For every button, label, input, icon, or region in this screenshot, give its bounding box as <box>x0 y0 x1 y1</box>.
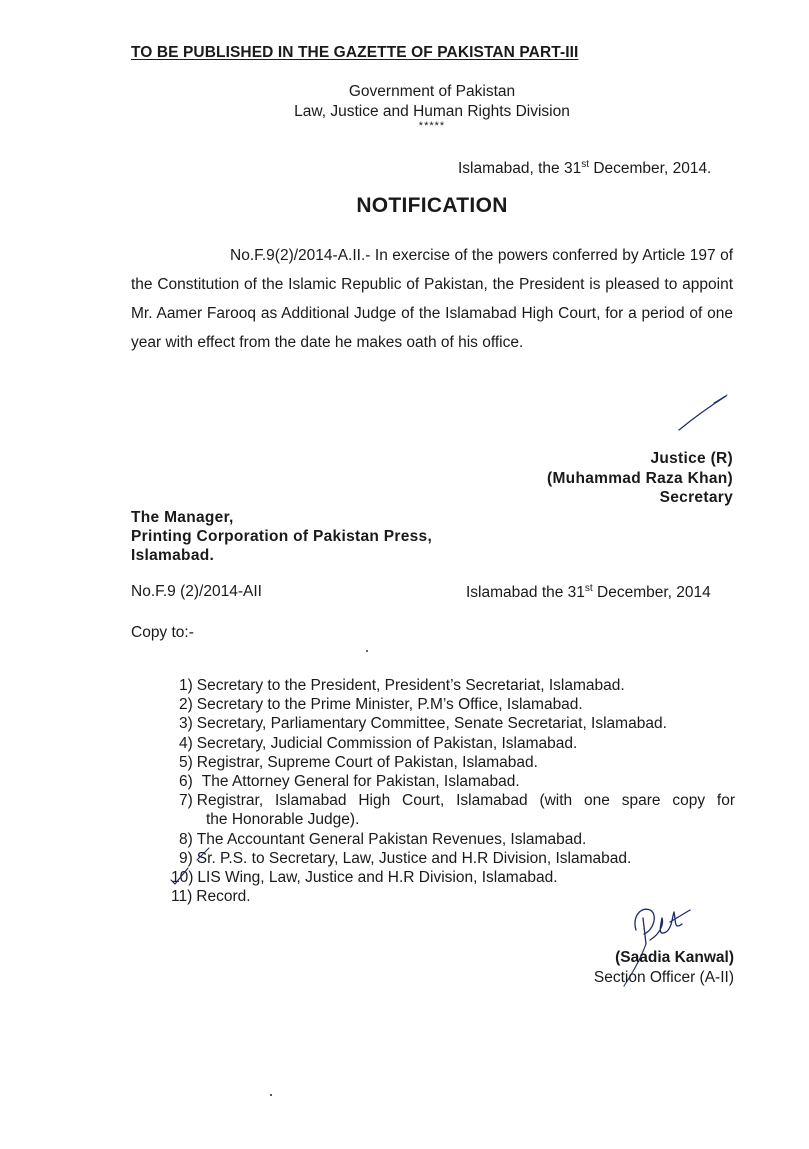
addressee-line-2: Printing Corporation of Pakistan Press, <box>131 528 433 545</box>
signatory-name: (Muhammad Raza Khan) <box>547 470 733 487</box>
list-item: 3) Secretary, Parliamentary Committee, Senate Secretariat, Islamabad. <box>179 715 667 733</box>
notification-date: Islamabad, the 31st December, 2014. <box>458 159 712 178</box>
tick-mark-icon <box>195 846 211 862</box>
copy-date: Islamabad the 31st December, 2014 <box>466 583 711 602</box>
copy-to-label: Copy to:- <box>131 624 194 641</box>
copy-distribution-list <box>171 676 735 906</box>
list-item: 10) LIS Wing, Law, Justice and H.R Division, Islamabad. <box>171 869 558 887</box>
stray-mark <box>270 1094 272 1096</box>
gazette-publication-line: TO BE PUBLISHED IN THE GAZETTE OF PAKISTAN PART-III <box>131 44 579 61</box>
list-item: 5) Registrar, Supreme Court of Pakistan, Islamabad. <box>179 753 538 771</box>
notification-title: NOTIFICATION <box>356 194 508 217</box>
list-item: 9) Sr. P.S. to Secretary, Law, Justice and H.R Division, Islamabad. <box>179 849 632 867</box>
notification-body <box>131 241 733 357</box>
government-heading: Government of Pakistan <box>348 83 516 100</box>
signatory-designation: Secretary <box>659 489 733 506</box>
section-officer-title: Section Officer (A-II) <box>593 969 734 986</box>
section-officer-name: (Saadia Kanwal) <box>615 949 734 966</box>
heading-separator-stars: ***** <box>418 120 446 132</box>
notification-reference: No.F.9(2)/2014-A.II.- <box>230 247 371 264</box>
list-item-continuation: the Honorable Judge). <box>206 811 360 829</box>
list-item: 11) Record. <box>171 888 251 906</box>
division-heading: Law, Justice and Human Rights Division <box>294 103 570 120</box>
notification-text: In exercise of the powers conferred by Article 197 of the Constitution of the Islamic Republic of Pakistan, the President is pleased to appoint Mr. Aamer Farooq as Additional Judge of the Islamabad High Court, for a period of one year with effect from the date he makes oath of his office. <box>131 247 733 351</box>
stray-mark <box>366 650 368 652</box>
signatory-title: Justice (R) <box>650 450 733 467</box>
list-item: 7) Registrar, Islamabad High Court, Islamabad (with one spare copy for <box>179 792 735 810</box>
list-item: 6) The Attorney General for Pakistan, Islamabad. <box>179 773 520 791</box>
list-item: 4) Secretary, Judicial Commission of Pakistan, Islamabad. <box>179 734 578 752</box>
list-item: 2) Secretary to the Prime Minister, P.M’s Office, Islamabad. <box>179 696 583 714</box>
tick-mark-icon <box>168 866 192 886</box>
copy-reference-number: No.F.9 (2)/2014-AII <box>131 583 262 600</box>
secretary-signature <box>676 392 736 434</box>
list-item: 1) Secretary to the President, President’s Secretariat, Islamabad. <box>179 677 625 694</box>
addressee-line-1: The Manager, <box>131 509 234 526</box>
list-item: 8) The Accountant General Pakistan Revenues, Islamabad. <box>179 830 587 848</box>
addressee-line-3: Islamabad. <box>131 547 215 564</box>
